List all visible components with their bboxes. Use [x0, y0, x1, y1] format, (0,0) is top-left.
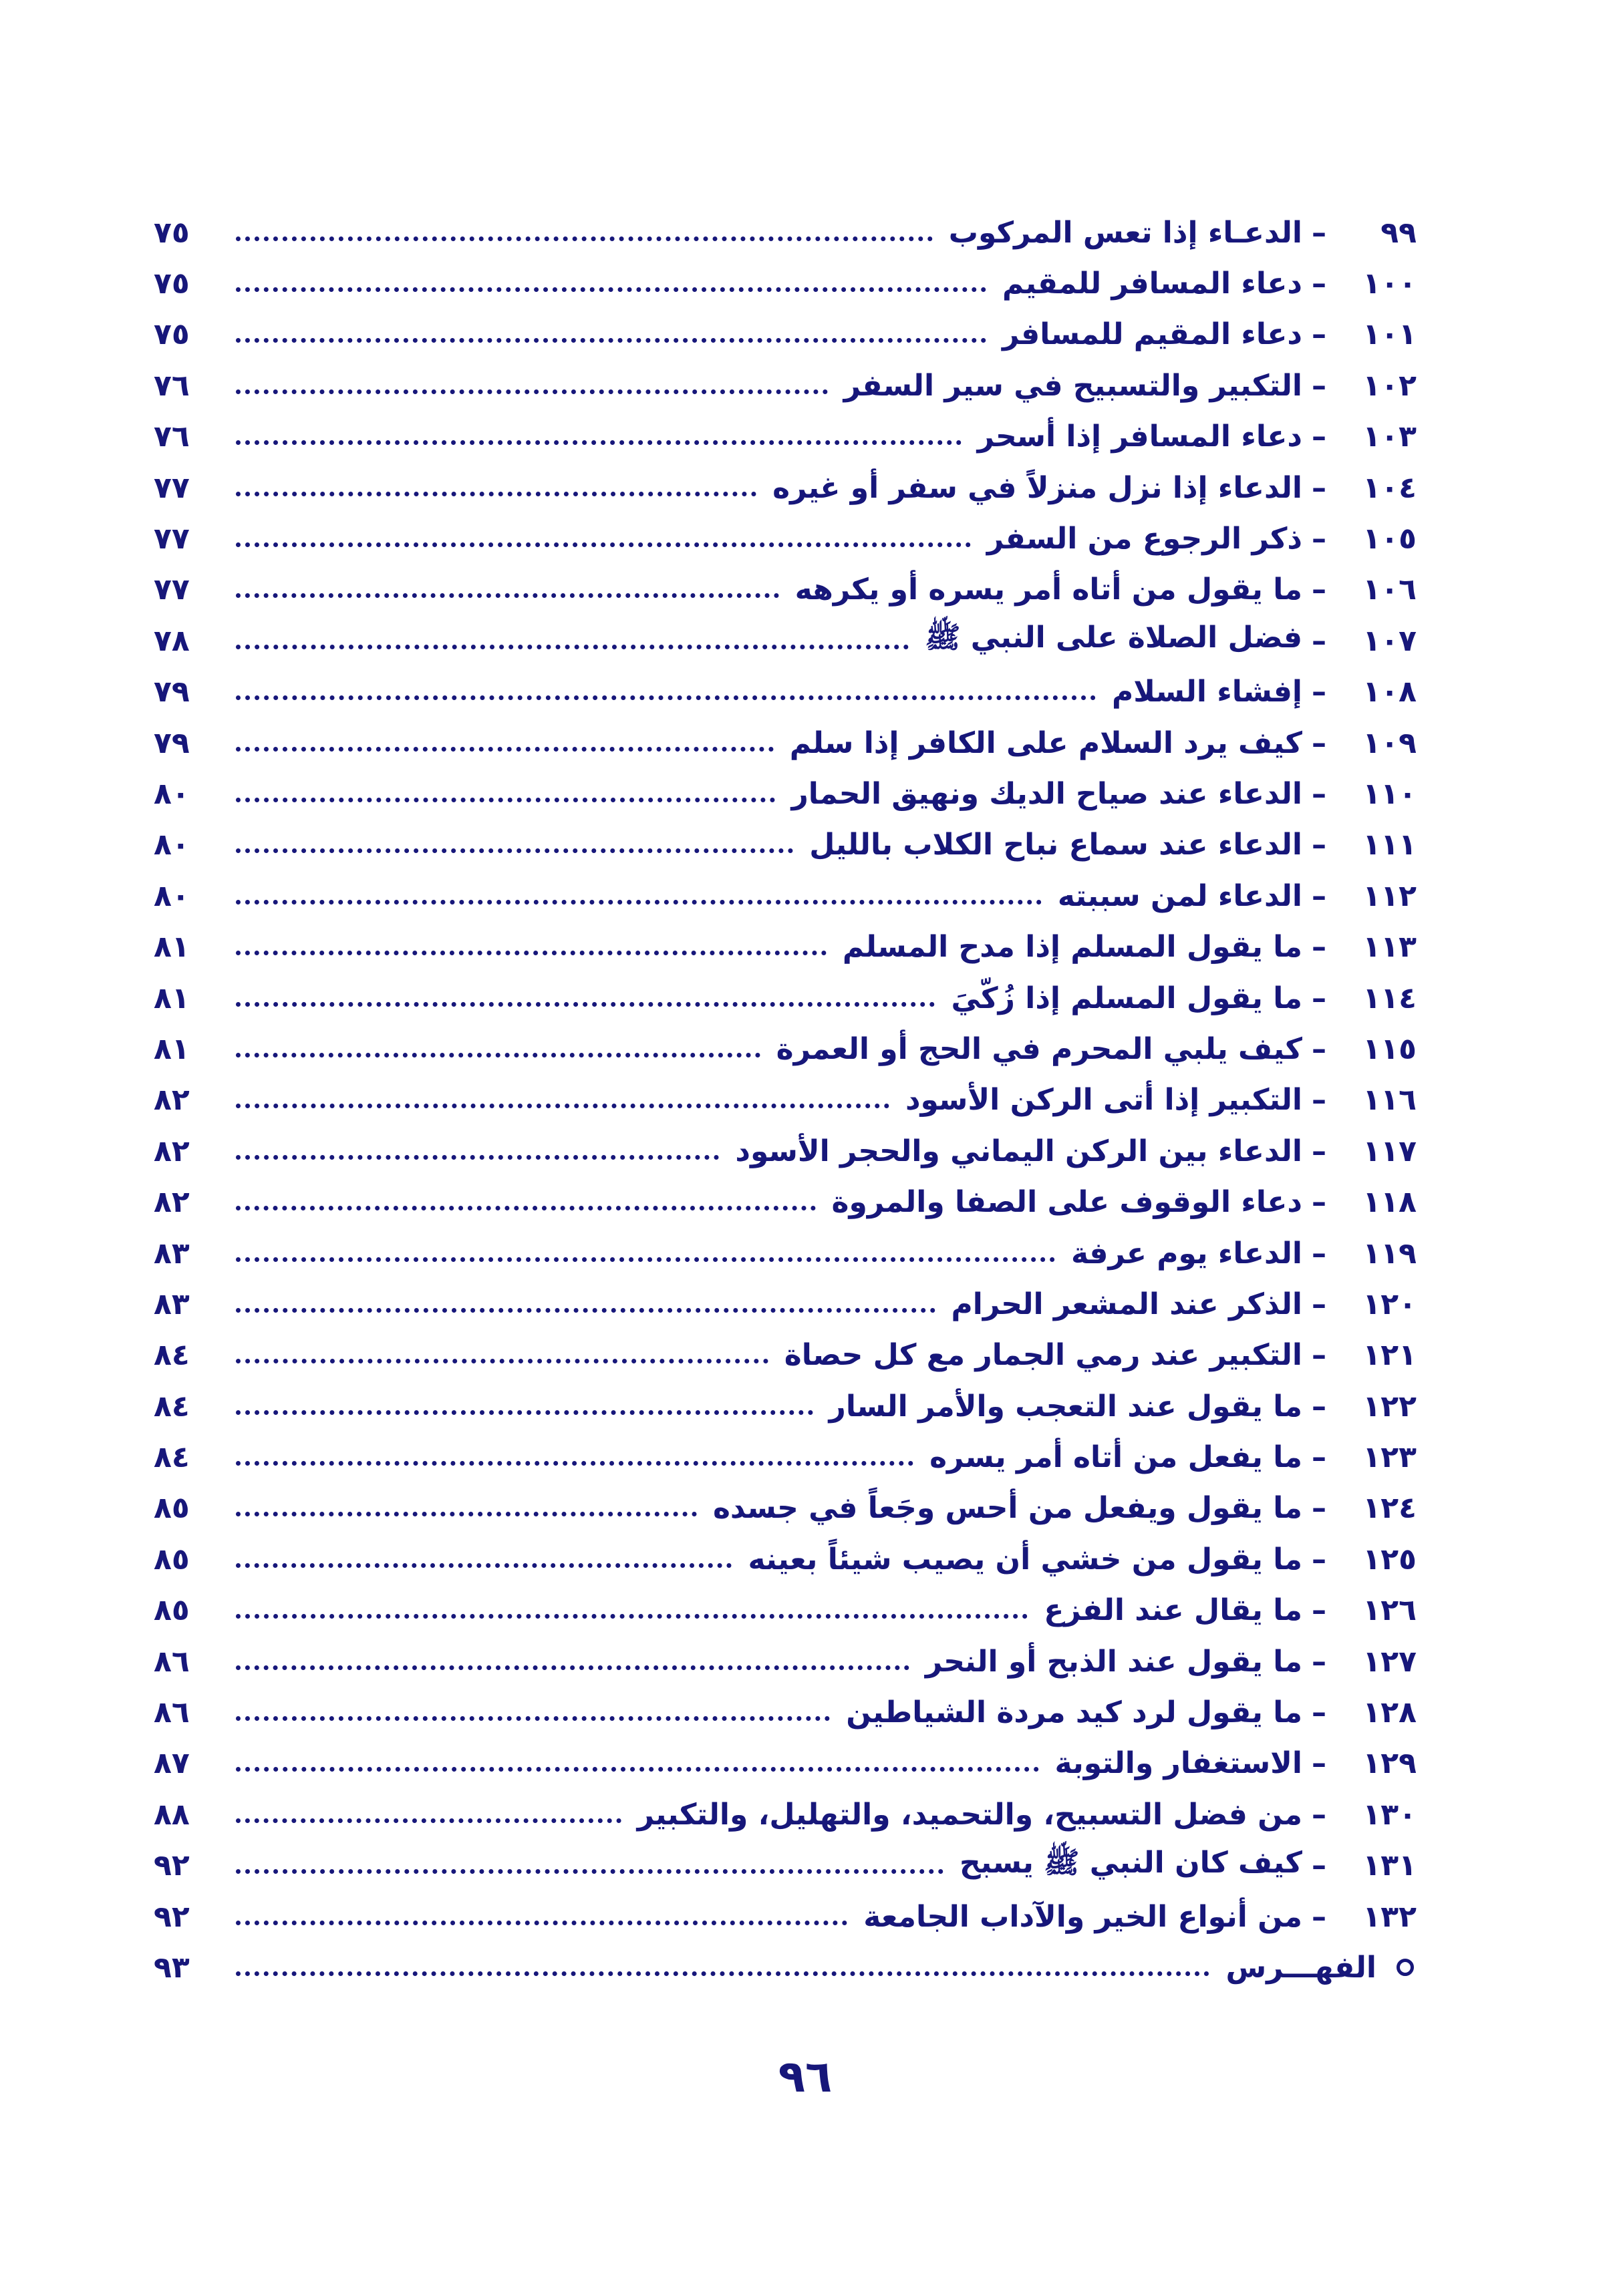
entry-title: كيف يرد السلام على الكافر إذا سلم — [789, 725, 1302, 760]
entry-dash: – — [1312, 1236, 1326, 1271]
entry-dash: – — [1312, 828, 1326, 862]
entry-title: ما يقول المسلم إذا زُكّيَ — [951, 981, 1302, 1015]
dot-leader — [236, 1257, 1055, 1262]
toc-entry — [154, 564, 1417, 615]
entry-dash: – — [1312, 1542, 1326, 1577]
entry-number: ١٢٤ — [1362, 1491, 1417, 1526]
entry-number: ١٢٨ — [1362, 1695, 1417, 1730]
entry-page-number: ٨٦ — [154, 1644, 190, 1679]
entry-page-number: ٨٠ — [154, 828, 190, 862]
entry-title: الدعاء عند صياح الديك ونهيق الحمار — [791, 776, 1302, 811]
entry-number: ١١٥ — [1362, 1031, 1417, 1066]
entry-dash: – — [1312, 1593, 1326, 1628]
toc-entry — [154, 870, 1417, 921]
toc-entry — [154, 667, 1417, 717]
entry-number: ١٢٣ — [1362, 1440, 1417, 1475]
entry-dash: – — [1312, 420, 1326, 454]
entry-title: ما يقول عند التعجب والأمر السار — [829, 1389, 1302, 1424]
entry-number: ١٠٦ — [1362, 572, 1417, 607]
entry-page-number: ٧٨ — [154, 623, 190, 658]
dot-leader — [236, 1818, 621, 1823]
entry-page-number: ٨٠ — [154, 878, 190, 913]
entry-dash: – — [1312, 1695, 1326, 1730]
entry-page-number: ٧٥ — [154, 267, 190, 301]
entry-title: التكبير والتسبيح في سير السفر — [843, 368, 1302, 403]
entry-dash: – — [1312, 1491, 1326, 1526]
entry-title: كيف كان النبي ﷺ يسبح — [959, 1845, 1302, 1880]
entry-title: ذكر الرجوع من السفر — [986, 522, 1302, 556]
toc-entry-index — [154, 1942, 1417, 1993]
entry-number: ١١٧ — [1362, 1134, 1417, 1168]
dot-leader — [236, 1716, 830, 1721]
dot-leader — [236, 492, 756, 496]
table-of-contents — [154, 207, 1417, 1993]
entry-dash: – — [1312, 930, 1326, 965]
entry-title: الدعاء بين الركن اليماني والحجر الأسود — [735, 1134, 1302, 1168]
entry-number: ١٠٨ — [1362, 675, 1417, 709]
entry-number: ١٢٩ — [1362, 1746, 1417, 1781]
entry-title: دعاء المسافر للمقيم — [1002, 267, 1302, 301]
entry-page-number: ٧٧ — [154, 522, 190, 556]
toc-entry — [154, 1687, 1417, 1738]
entry-number: ١١٩ — [1362, 1236, 1417, 1271]
toc-entry — [154, 1279, 1417, 1329]
entry-number: ١٢٥ — [1362, 1542, 1417, 1577]
entry-number: ١٠٢ — [1362, 368, 1417, 403]
page-number: ٩٦ — [778, 2051, 833, 2102]
entry-number: ١٠٩ — [1362, 725, 1417, 760]
entry-dash: – — [1312, 1287, 1326, 1321]
entry-page-number: ٨٤ — [154, 1389, 190, 1424]
entry-dash: – — [1312, 1848, 1326, 1883]
entry-number: ١٢٧ — [1362, 1644, 1417, 1679]
entry-number: ١٢٢ — [1362, 1389, 1417, 1424]
entry-dash: – — [1312, 1185, 1326, 1220]
entry-title: التكبير عند رمي الجمار مع كل حصاة — [784, 1338, 1302, 1373]
dot-leader — [236, 1410, 813, 1415]
entry-number: ١٠٥ — [1362, 522, 1417, 556]
dot-leader — [236, 440, 962, 445]
circle-bullet-icon — [1397, 1959, 1414, 1976]
entry-number: ١٢٠ — [1362, 1287, 1417, 1321]
entry-number: ١٠٧ — [1362, 623, 1417, 658]
entry-number: ١٠١ — [1362, 317, 1417, 352]
dot-leader — [236, 1053, 760, 1057]
toc-entry — [154, 513, 1417, 564]
entry-page-number: ٨١ — [154, 930, 190, 965]
entry-page-number: ٨٤ — [154, 1440, 190, 1475]
toc-entry — [154, 462, 1417, 513]
entry-number: ١١٢ — [1362, 878, 1417, 913]
entry-number: ١١٨ — [1362, 1185, 1417, 1220]
entry-number: ١٣١ — [1362, 1848, 1417, 1883]
entry-number: ٩٩ — [1380, 215, 1417, 250]
entry-page-number: ٧٦ — [154, 420, 190, 454]
entry-page-number: ٧٩ — [154, 725, 190, 760]
toc-entry — [154, 1585, 1417, 1636]
entry-dash: – — [1312, 1644, 1326, 1679]
entry-page-number: ٨٠ — [154, 776, 190, 811]
dot-leader — [236, 1921, 847, 1925]
entry-title: الدعاء يوم عرفة — [1070, 1236, 1302, 1271]
dot-leader — [236, 645, 909, 649]
entry-page-number: ٩٢ — [154, 1848, 190, 1883]
entry-title: فضل الصلاة على النبي ﷺ — [925, 621, 1302, 655]
entry-title: كيف يلبي المحرم في الحج أو العمرة — [776, 1031, 1302, 1066]
entry-number: ١٢٦ — [1362, 1593, 1417, 1628]
entry-title: دعاء المقيم للمسافر — [1002, 317, 1302, 352]
entry-dash: – — [1312, 267, 1326, 301]
entry-number: ١٠٣ — [1362, 420, 1417, 454]
entry-dash: – — [1312, 1899, 1326, 1934]
toc-entry — [154, 1075, 1417, 1126]
entry-number: ١٣٢ — [1362, 1899, 1417, 1934]
entry-dash: – — [1312, 215, 1326, 250]
entry-number: ١٣٠ — [1362, 1797, 1417, 1832]
dot-leader — [236, 848, 793, 853]
entry-number: ١٢١ — [1362, 1338, 1417, 1373]
entry-dash: – — [1312, 623, 1326, 658]
toc-entry — [154, 1228, 1417, 1279]
entry-page-number: ٩٢ — [154, 1899, 190, 1934]
entry-dash: – — [1312, 1746, 1326, 1781]
dot-leader — [236, 951, 827, 955]
entry-page-number: ٨٢ — [154, 1185, 190, 1220]
entry-dash: – — [1312, 1134, 1326, 1168]
entry-page-number: ٨٢ — [154, 1083, 190, 1118]
entry-page-number: ٨١ — [154, 981, 190, 1015]
dot-leader — [236, 593, 779, 598]
entry-dash: – — [1312, 1338, 1326, 1373]
toc-entry — [154, 1891, 1417, 1942]
entry-dash: – — [1312, 1389, 1326, 1424]
dot-leader — [236, 1614, 1028, 1619]
toc-entry — [154, 1381, 1417, 1432]
entry-page-number: ٨١ — [154, 1031, 190, 1066]
dot-leader — [236, 1002, 935, 1007]
entry-dash: – — [1312, 572, 1326, 607]
entry-dash: – — [1312, 522, 1326, 556]
dot-leader — [236, 389, 828, 394]
entry-title: دعاء الوقوف على الصفا والمروة — [831, 1185, 1302, 1220]
entry-page-number: ٨٣ — [154, 1236, 190, 1271]
entry-title: من فضل التسبيح، والتحميد، والتهليل، والتكبير — [637, 1797, 1302, 1832]
entry-number: ١١٣ — [1362, 930, 1417, 965]
toc-entry — [154, 360, 1417, 411]
entry-title: الذكر عند المشعر الحرام — [951, 1287, 1302, 1321]
toc-entry — [154, 309, 1417, 360]
dot-leader — [236, 1869, 943, 1874]
entry-title: ما يقال عند الفزع — [1044, 1593, 1302, 1628]
entry-page-number: ٧٥ — [154, 215, 190, 250]
toc-entry — [154, 1738, 1417, 1789]
dot-leader — [236, 1461, 913, 1466]
entry-dash: – — [1312, 878, 1326, 913]
entry-page-number: ٨٧ — [154, 1746, 190, 1781]
entry-dash: – — [1312, 1440, 1326, 1475]
entry-title: الدعاء عند سماع نباح الكلاب بالليل — [809, 828, 1302, 862]
dot-leader — [236, 1563, 732, 1568]
entry-page-number: ٨٥ — [154, 1593, 190, 1628]
entry-page-number: ٧٥ — [154, 317, 190, 352]
toc-entry — [154, 820, 1417, 870]
entry-page-number: ٨٥ — [154, 1491, 190, 1526]
toc-entry — [154, 717, 1417, 768]
toc-entry — [154, 973, 1417, 1023]
entry-page-number: ٨٣ — [154, 1287, 190, 1321]
dot-leader — [236, 695, 1096, 700]
entry-page-number: ٨٦ — [154, 1695, 190, 1730]
entry-page-number: ٨٢ — [154, 1134, 190, 1168]
entry-number: ١١٠ — [1362, 776, 1417, 811]
toc-entry — [154, 1534, 1417, 1585]
dot-leader — [236, 1359, 768, 1363]
entry-dash: – — [1312, 368, 1326, 403]
toc-entry — [154, 1636, 1417, 1687]
entry-page-number: ٧٩ — [154, 675, 190, 709]
toc-entry — [154, 1840, 1417, 1891]
entry-number: ١٠٠ — [1362, 267, 1417, 301]
dot-leader — [236, 798, 775, 802]
dot-leader — [236, 1767, 1039, 1772]
entry-dash: – — [1312, 1031, 1326, 1066]
entry-dash: – — [1312, 725, 1326, 760]
toc-entry — [154, 921, 1417, 972]
toc-entry — [154, 1483, 1417, 1534]
dot-leader — [236, 542, 971, 547]
dot-leader — [236, 1971, 1209, 1976]
dot-leader — [236, 747, 774, 752]
entry-number: ١٠٤ — [1362, 470, 1417, 505]
entry-number: ١١٦ — [1362, 1083, 1417, 1118]
entry-dash: – — [1312, 1083, 1326, 1118]
entry-dash: – — [1312, 675, 1326, 709]
entry-dash: – — [1312, 776, 1326, 811]
entry-title: إفشاء السلام — [1111, 675, 1302, 709]
entry-page-number: ٨٥ — [154, 1542, 190, 1577]
entry-page-number: ٧٦ — [154, 368, 190, 403]
dot-leader — [236, 1308, 935, 1313]
entry-dash: – — [1312, 1797, 1326, 1832]
entry-page-number: ٨٨ — [154, 1797, 190, 1832]
toc-entry — [154, 412, 1417, 462]
entry-title: الاستغفار والتوبة — [1054, 1746, 1302, 1781]
entry-number: ١١٤ — [1362, 981, 1417, 1015]
entry-page-number: ٧٧ — [154, 470, 190, 505]
entry-title: ما يقول المسلم إذا مدح المسلم — [842, 930, 1302, 965]
dot-leader — [236, 338, 986, 343]
entry-title: ما يقول لرد كيد مردة الشياطين — [846, 1695, 1302, 1730]
dot-leader — [236, 1512, 697, 1516]
dot-leader — [236, 1155, 719, 1160]
entry-title: الدعاء لمن سببته — [1057, 878, 1302, 913]
entry-title: الدعـاء إذا تعس المركوب — [948, 215, 1302, 250]
entry-dash: – — [1312, 470, 1326, 505]
entry-number: ١١١ — [1362, 828, 1417, 862]
entry-title: ما يقول ويفعل من أحس وجَعاً في جسده — [712, 1491, 1302, 1526]
entry-title: ما يقول من أتاه أمر يسره أو يكرهه — [794, 572, 1302, 607]
dot-leader — [236, 287, 986, 292]
entry-dash: – — [1312, 981, 1326, 1015]
toc-entry — [154, 1126, 1417, 1176]
dot-leader — [236, 900, 1042, 905]
toc-entry — [154, 1176, 1417, 1227]
toc-entry — [154, 1789, 1417, 1840]
entry-title: الفهـــرس — [1225, 1950, 1376, 1985]
toc-entry — [154, 768, 1417, 819]
entry-title: من أنواع الخير والآداب الجامعة — [863, 1899, 1302, 1934]
toc-entry — [154, 615, 1417, 666]
entry-title: دعاء المسافر إذا أسحر — [977, 420, 1302, 454]
toc-entry — [154, 207, 1417, 258]
dot-leader — [236, 236, 933, 241]
entry-page-number: ٨٤ — [154, 1338, 190, 1373]
toc-entry — [154, 1432, 1417, 1482]
entry-title: التكبير إذا أتى الركن الأسود — [905, 1083, 1302, 1118]
entry-dash: – — [1312, 317, 1326, 352]
toc-entry — [154, 258, 1417, 309]
entry-page-number: ٧٧ — [154, 572, 190, 607]
dot-leader — [236, 1206, 816, 1210]
entry-title: ما يفعل من أتاه أمر يسره — [929, 1440, 1302, 1475]
dot-leader — [236, 1104, 889, 1108]
dot-leader — [236, 1665, 909, 1670]
toc-entry — [154, 1023, 1417, 1074]
entry-title: ما يقول من خشي أن يصيب شيئاً بعينه — [748, 1542, 1302, 1577]
entry-title: ما يقول عند الذبح أو النحر — [925, 1644, 1302, 1679]
toc-entry — [154, 1330, 1417, 1381]
entry-page-number: ٩٣ — [154, 1950, 190, 1985]
entry-title: الدعاء إذا نزل منزلاً في سفر أو غيره — [772, 470, 1302, 505]
